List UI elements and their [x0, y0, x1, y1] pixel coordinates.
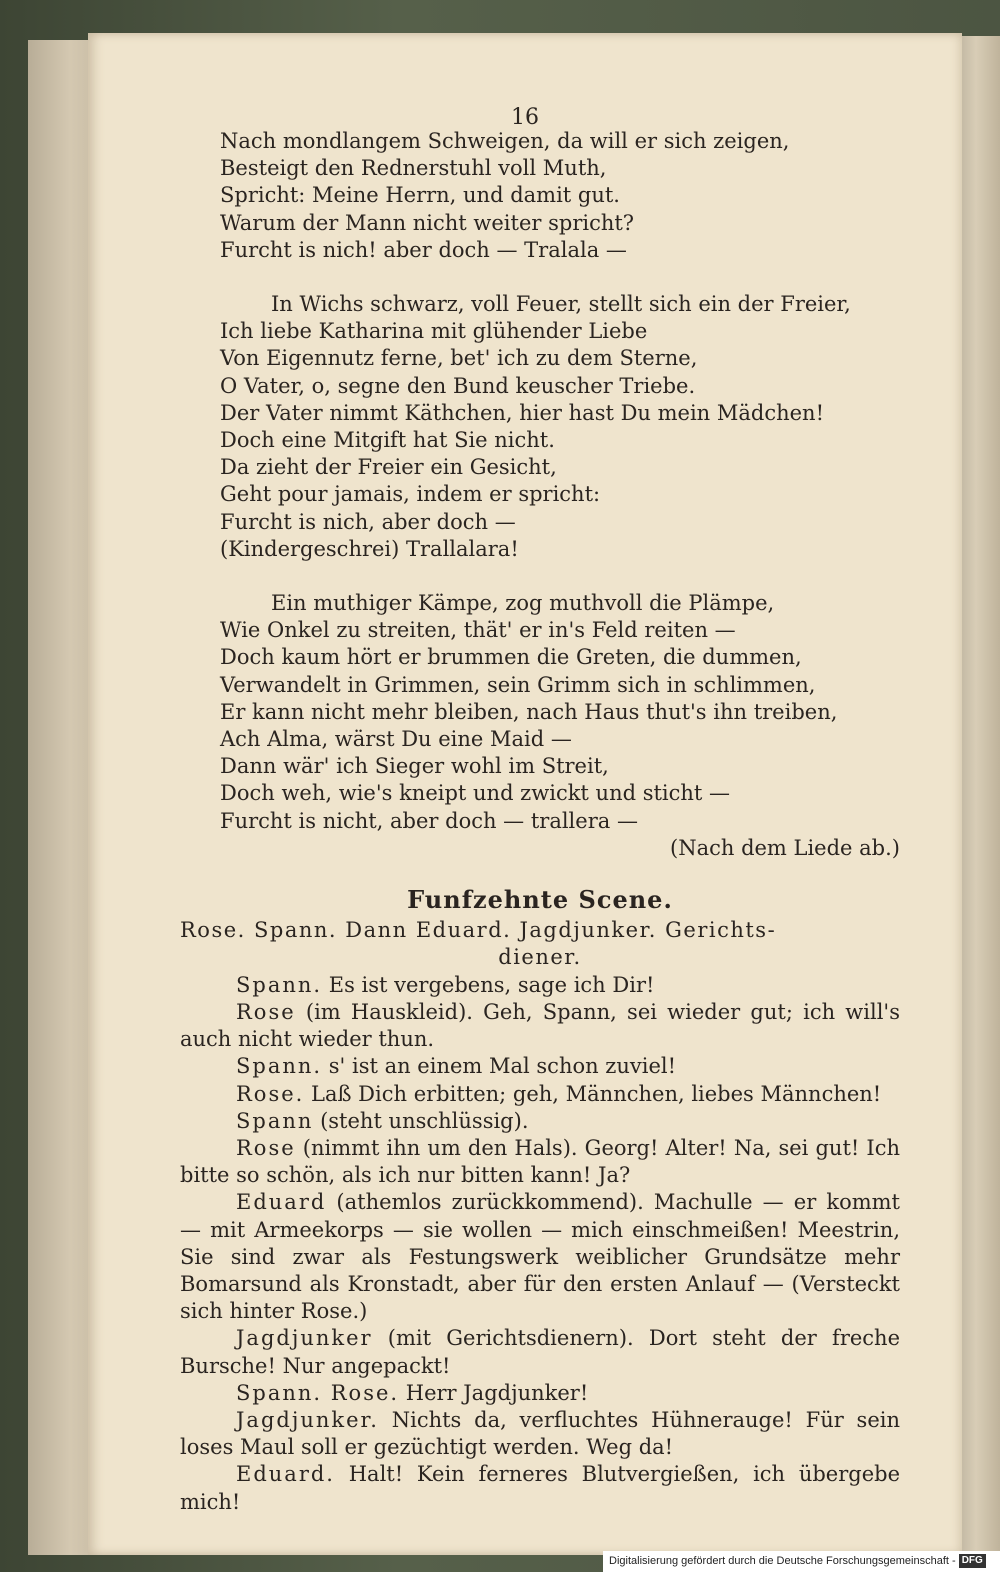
dialogue-line — [180, 1108, 900, 1135]
verse-line: Besteigt den Rednerstuhl voll Muth, — [220, 156, 607, 181]
dialogue-line — [180, 1380, 900, 1407]
next-page-edge — [960, 36, 1000, 1561]
verse-line: Er kann nicht mehr bleiben, nach Haus thut's ihn treiben, — [220, 699, 838, 724]
verse-line: Von Eigennutz ferne, bet' ich zu dem Sterne, — [220, 346, 698, 371]
verse-line: In Wichs schwarz, voll Feuer, stellt sich ein der Freier, — [271, 292, 851, 317]
dialogue-text: Herr Jagdjunker! — [399, 1380, 589, 1405]
dialogue-line — [180, 972, 900, 999]
verse-line: O Vater, o, segne den Bund keuscher Triebe. — [220, 373, 696, 398]
funding-footer — [603, 1551, 1000, 1572]
song-stanza-2 — [180, 291, 900, 563]
dialogue-text: s' ist an einem Mal schon zuviel! — [322, 1054, 677, 1079]
dialogue-line — [180, 1407, 900, 1461]
dialogue-line — [180, 1081, 900, 1108]
cast-list-continued: diener. — [498, 945, 582, 970]
speaker-name: Jagdjunker — [236, 1326, 373, 1351]
dialogue-line — [180, 1325, 900, 1379]
dialogue-line — [180, 999, 900, 1053]
scene-text — [180, 917, 900, 1515]
verse-line: Warum der Mann nicht weiter spricht? — [220, 210, 635, 235]
dialogue-text: Laß Dich erbitten; geh, Männchen, liebes Männchen! — [304, 1081, 882, 1106]
verse-line: Dann wär' ich Sieger wohl im Streit, — [220, 754, 609, 779]
speaker-name: Rose — [236, 999, 296, 1024]
verse-line: Furcht is nich, aber doch — — [220, 509, 516, 534]
dialogue-line — [180, 1189, 900, 1325]
dialogue-text: (athemlos zurückkommend). Machulle — er kommt — mit Armeekorps — sie wollen — mich einschmeißen! Meestrin, Sie sind zwar als Festungswerk weiblicher Grundsätze mehr Bomarsund als Kronstadt, aber für den ersten Anlauf — (Versteckt sich hinter Rose.) — [180, 1190, 900, 1324]
speaker-name: Eduard. — [236, 1462, 335, 1487]
dialogue-text: Halt! Kein ferneres Blutvergießen, ich übergebe mich! — [180, 1462, 900, 1514]
page-number: 16 — [511, 105, 539, 130]
verse-line: Ich liebe Katharina mit glühender Liebe — [220, 319, 648, 344]
dialogue-line — [180, 1135, 900, 1189]
book-page — [88, 33, 962, 1555]
verse-line: (Kindergeschrei) Trallalara! — [220, 536, 519, 561]
verse-line: Furcht is nich! aber doch — Tralala — — [220, 237, 627, 262]
verse-line: Da zieht der Freier ein Gesicht, — [220, 455, 557, 480]
speaker-name: Rose. — [236, 1081, 305, 1106]
dfg-logo: DFG — [959, 1554, 986, 1568]
song-stanza-3 — [180, 590, 900, 835]
verse-line: Ach Alma, wärst Du eine Maid — — [220, 727, 572, 752]
dialogue-text: (nimmt ihn um den Hals). Georg! Alter! Na, sei gut! Ich bitte so schön, als ich nur bitten kann! Ja? — [180, 1135, 900, 1188]
dialogue-text: (mit Gerichtsdienern). Dort steht der freche Bursche! Nur angepackt! — [180, 1326, 900, 1378]
cast-list: Rose. Spann. Dann Eduard. Jagdjunker. Gerichts- — [180, 918, 777, 943]
scene-heading: Funfzehnte Scene. — [407, 885, 673, 915]
verse-line: Doch weh, wie's kneipt und zwickt und sticht — — [220, 781, 731, 806]
speaker-name: Eduard — [236, 1190, 327, 1215]
verse-line: Wie Onkel zu streiten, thät' er in's Feld reiten — — [220, 618, 736, 643]
speaker-name: Jagdjunker. — [236, 1407, 379, 1432]
speaker-name: Rose — [236, 1135, 296, 1160]
dialogue-line — [180, 1053, 900, 1080]
dialogue-line — [180, 1461, 900, 1515]
stage-direction: (Nach dem Liede ab.) — [670, 835, 900, 860]
dialogue-text: Es ist vergebens, sage ich Dir! — [322, 972, 655, 997]
dialogue-text: (steht unschlüssig). — [313, 1108, 529, 1133]
speaker-name: Spann. Rose. — [236, 1380, 400, 1405]
speaker-name: Spann. — [236, 972, 323, 997]
verse-line: Geht pour jamais, indem er spricht: — [220, 482, 601, 507]
verse-line: Nach mondlangem Schweigen, da will er sich zeigen, — [220, 129, 790, 153]
verse-line: Doch kaum hört er brummen die Greten, die dummen, — [220, 645, 802, 670]
page-text — [180, 128, 900, 1516]
verse-line: Ein muthiger Kämpe, zog muthvoll die Plämpe, — [271, 591, 775, 616]
dialogue-text: (im Hauskleid). Geh, Spann, sei wieder gut; ich will's auch nicht wieder thun. — [180, 999, 900, 1052]
song-stanza-1 — [180, 128, 900, 264]
speaker-name: Spann — [236, 1108, 314, 1133]
verse-line: Verwandelt in Grimmen, sein Grimm sich in schlimmen, — [220, 672, 816, 697]
verse-line: Furcht is nicht, aber doch — trallera — — [220, 808, 638, 833]
funding-text: Digitalisierung gefördert durch die Deutsche Forschungsgemeinschaft - — [609, 1555, 956, 1567]
speaker-name: Spann. — [236, 1054, 323, 1079]
verse-line: Spricht: Meine Herrn, und damit gut. — [220, 183, 620, 208]
verse-line: Der Vater nimmt Käthchen, hier hast Du mein Mädchen! — [220, 400, 825, 425]
dialogue-text: Nichts da, verfluchtes Hühnerauge! Für sein loses Maul soll er gezüchtigt werden. Weg da! — [180, 1407, 900, 1460]
verse-line: Doch eine Mitgift hat Sie nicht. — [220, 428, 555, 453]
